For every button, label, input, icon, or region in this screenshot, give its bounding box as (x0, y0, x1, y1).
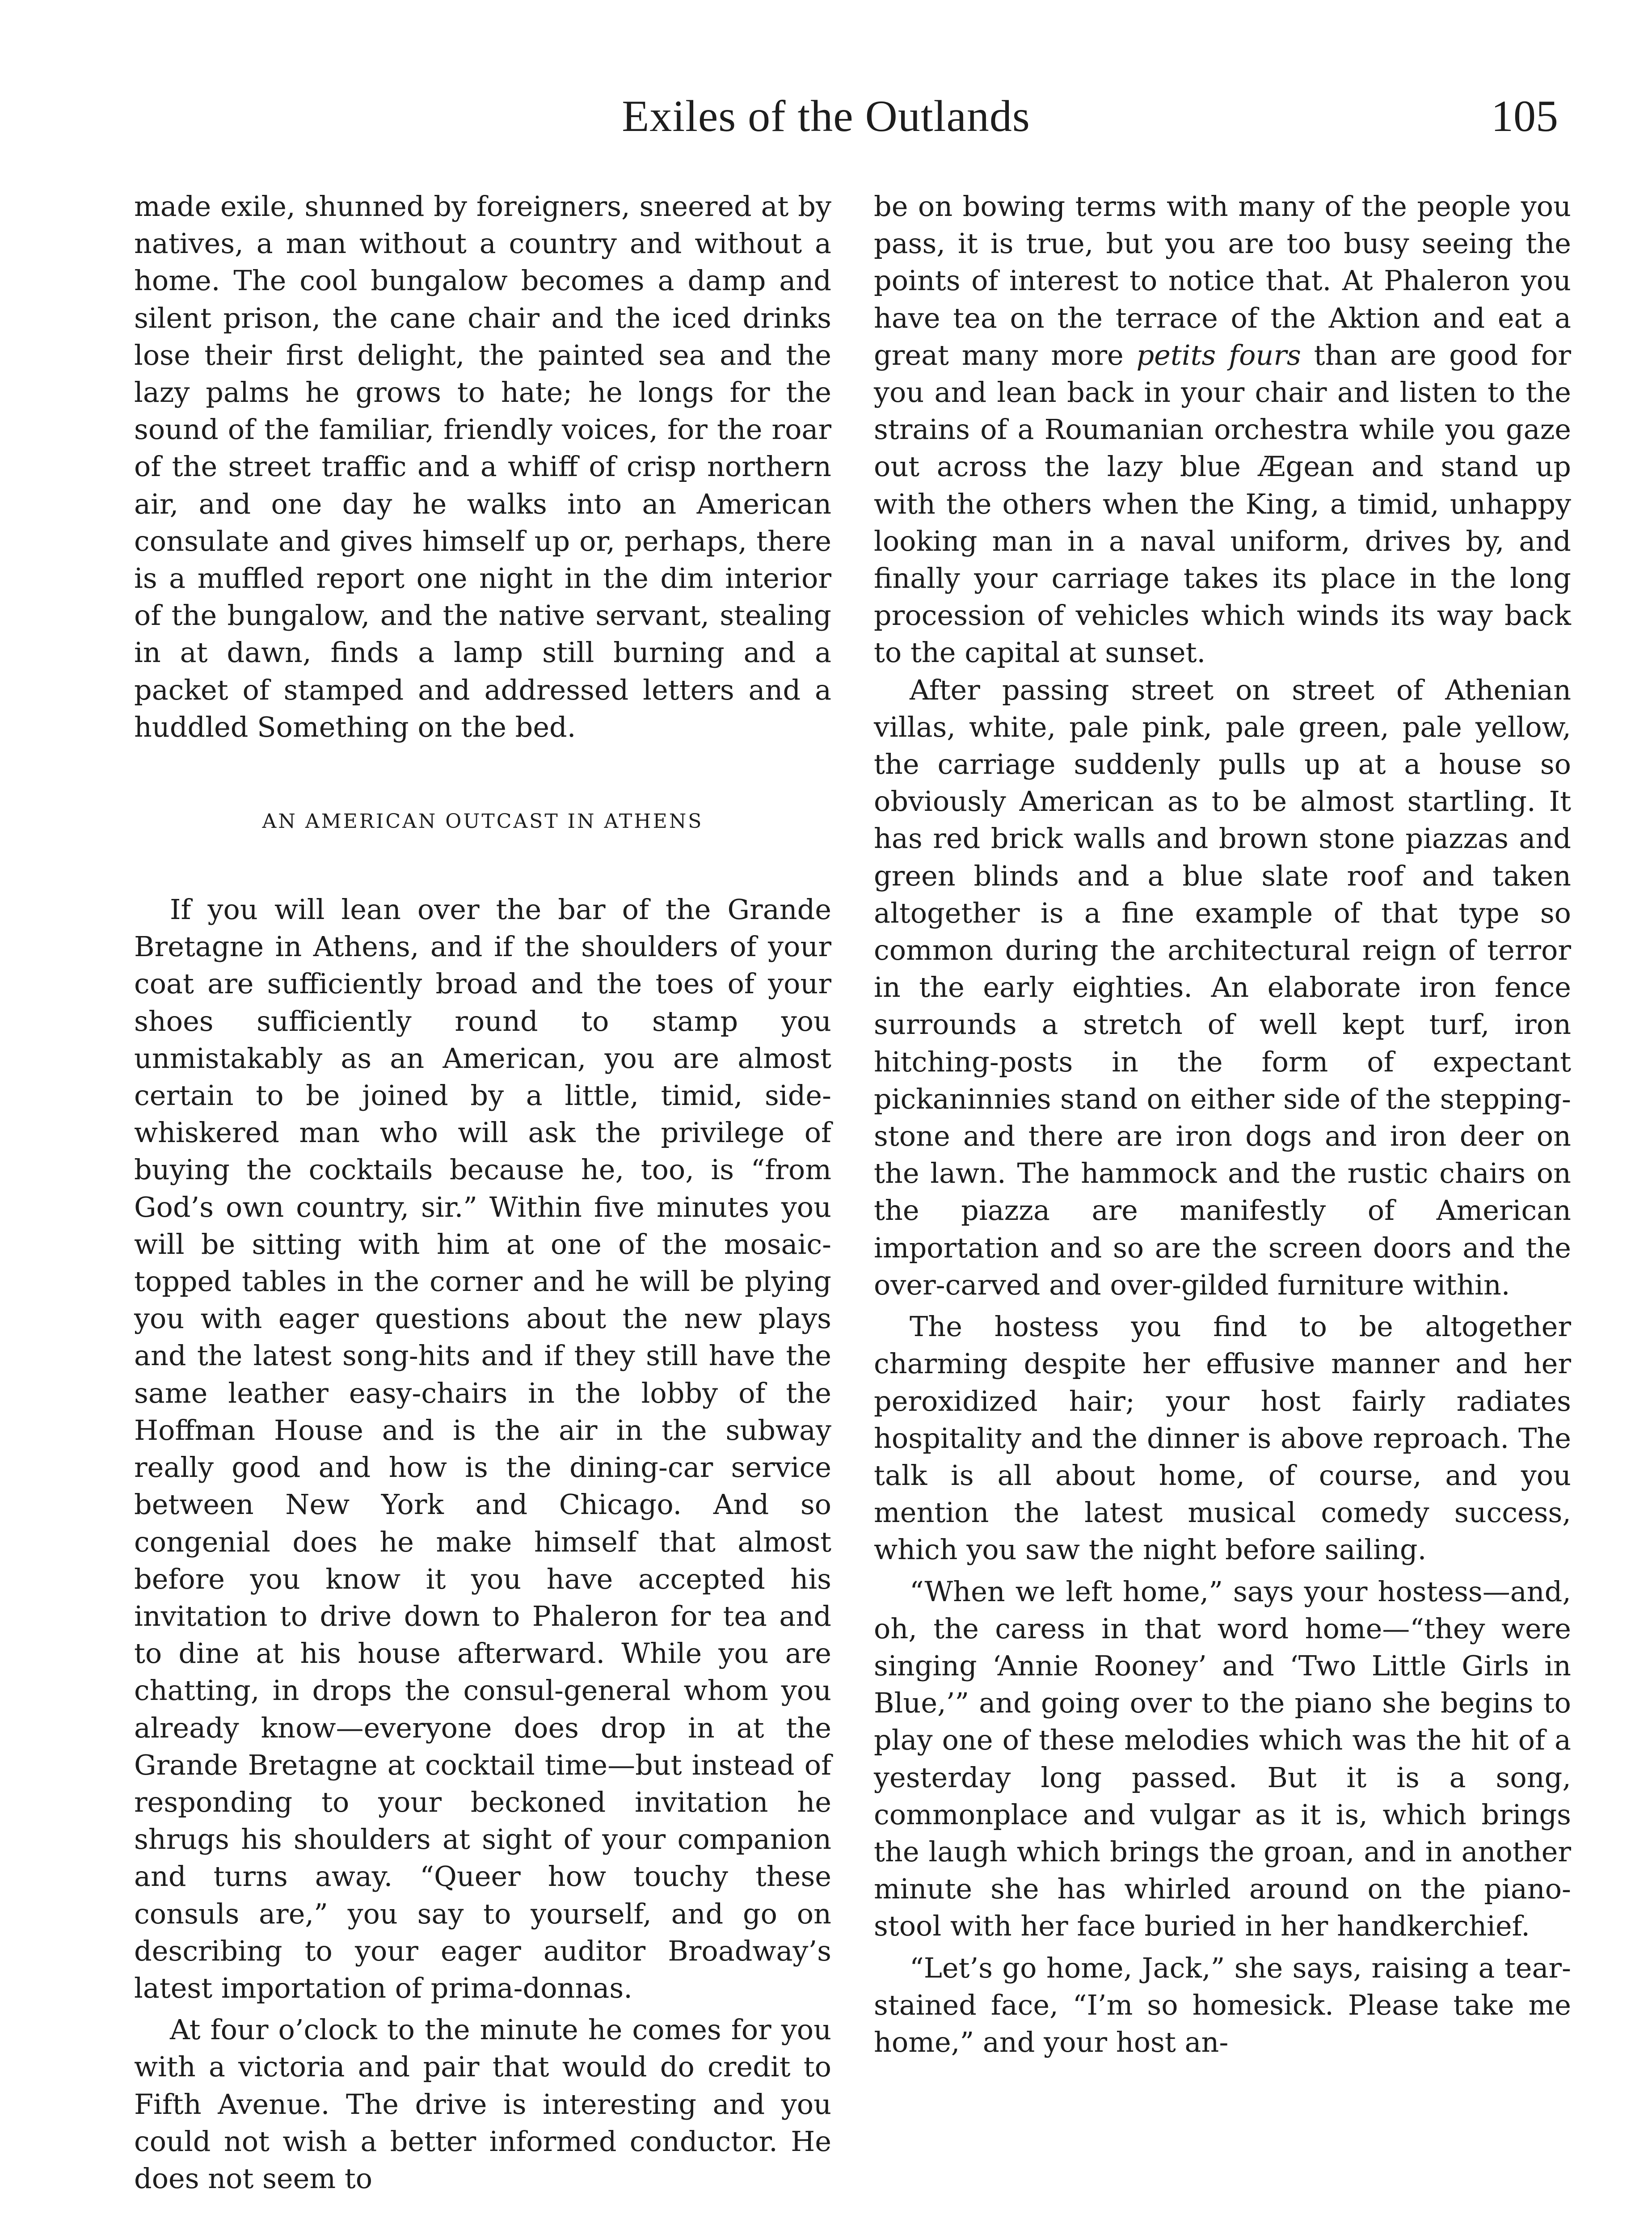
page-number: 105 (1491, 91, 1558, 141)
page-header (0, 85, 1652, 148)
paragraph: The hostess you find to be altogether charming despite her effusive manner and her peroxidized hair; your host fairly radiates hospitality and the dinner is above reproach. The talk is all about home, of course, and you mention the latest musical comedy success, which you saw the night before sailing. (874, 1310, 1571, 1566)
paragraph-continued: made exile, shunned by foreigners, sneered at by natives, a man without a country and without a home. The cool bungalow becomes a damp and silent prison, the cane chair and the iced drinks lose their first delight, the painted sea and the lazy palms he grows to hate; he longs for the sound of the familiar, friendly voices, for the roar of the street traffic and a whiff of crisp northern air, and one day he walks into an American consulate and gives himself up or, perhaps, there is a muffled report one night in the dim interior of the bungalow, and the native servant, stealing in at dawn, finds a lamp still burning and a packet of stamped and addressed letters and a huddled Something on the bed. (134, 190, 831, 743)
text-run: be on bowing terms with many of the people you pass, it is true, but you are too busy seeing the points of interest to notice that. At Phaleron you have tea on the terrace of the Aktion and eat a great many more (874, 190, 1571, 371)
section-heading: AN AMERICAN OUTCAST IN ATHENS (262, 810, 704, 833)
paragraph: “When we left home,” says your hostess—and, oh, the caress in that word home—“they were singing ‘Annie Rooney’ and ‘Two Little Girls in Blue,’” and going over to the piano she begins to play one of these melodies which was the hit of a yesterday long passed. But it is a song, commonplace and vulgar as it is, which brings the laugh which brings the groan, and in another minute she has whirled around on the piano-stool with her face buried in her handkerchief. (874, 1575, 1571, 1943)
running-title: Exiles of the Outlands (622, 91, 1030, 141)
right-column (874, 188, 1571, 2061)
paragraph: At four o’clock to the minute he comes for you with a victoria and pair that would do credit to Fifth Avenue. The drive is interesting and you could not wish a better informed conductor. He does not seem to (134, 2013, 831, 2195)
paragraph: If you will lean over the bar of the Grande Bretagne in Athens, and if the shoulders of your coat are sufficiently broad and the toes of your shoes sufficiently round to stamp you unmistakably as an American, you are almost certain to be joined by a little, timid, side-whiskered man who will ask the privilege of buying the cocktails because he, too, is “from God’s own country, sir.” Within five minutes you will be sitting with him at one of the mosaic-topped tables in the corner and he will be plying you with eager questions about the new plays and the latest song-hits and if they still have the same leather easy-chairs in the lobby of the Hoffman House and is the air in the subway really good and how is the dining-car service between New York and Chicago. And so congenial does he make himself that almost before you know it you have accepted his invitation to drive down to Phaleron for tea and to dine at his house afterward. While you are chatting, in drops the consul-general whom you already know—everyone does drop in at the Grande Bretagne at cocktail time—but instead of responding to your beckoned invitation he shrugs his shoulders at sight of your companion and turns away. “Queer how touchy these consuls are,” you say to yourself, and go on describing to your eager auditor Broadway’s latest importation of prima-donnas. (134, 893, 831, 2004)
paragraph: After passing street on street of Athenian villas, white, pale pink, pale green, pale yellow, the carriage suddenly pulls up at a house so obviously American as to be almost startling. It has red brick walls and brown stone piazzas and green blinds and a blue slate roof and taken altogether is a fine example of that type so common during the architectural reign of terror in the early eighties. An elaborate iron fence surrounds a stretch of well kept turf, iron hitching-posts in the form of expectant pickaninnies stand on either side of the stepping-stone and there are iron dogs and iron deer on the lawn. The hammock and the rustic chairs on the piazza are manifestly of American importation and so are the screen doors and the over-carved and over-gilded furniture within. (874, 673, 1571, 1301)
italic-phrase: petits fours (1136, 338, 1301, 371)
paragraph-continued (874, 188, 1571, 671)
left-column (134, 188, 831, 2197)
text-run: than are good for you and lean back in your chair and listen to the strains of a Roumanian orchestra while you gaze out across the lazy blue Ægean and stand up with the others when the King, a timid, unhappy looking man in a naval uniform, drives by, and finally your carriage takes its place in the long procession of vehicles which winds its way back to the capital at sunset. (874, 338, 1571, 669)
paragraph: “Let’s go home, Jack,” she says, raising a tear-stained face, “I’m so homesick. Please take me home,” and your host an- (874, 1951, 1571, 2058)
